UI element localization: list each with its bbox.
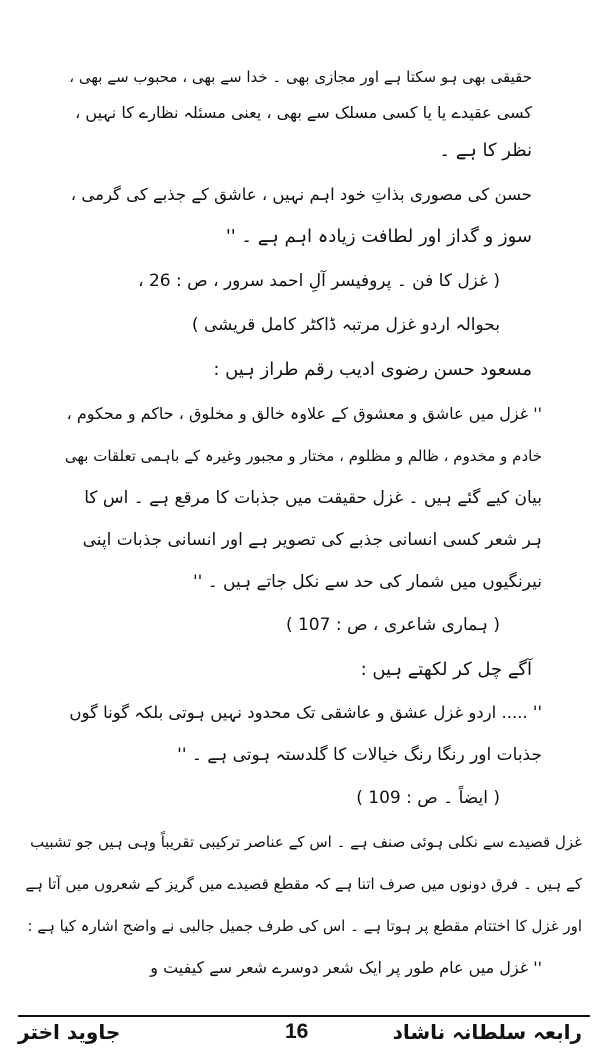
citation-line: ( غزل کا فن ۔ پروفیسر آلِ احمد سرور ، ص : 26 ، [138, 271, 500, 291]
text-line: ہر شعر کسی انسانی جذبے کی تصویر ہے اور انسانی جذبات اپنی [82, 530, 542, 550]
text-line: '' ..... اردو غزل عشق و عاشقی تک محدود نہیں ہوتی بلکہ گونا گوں [69, 703, 542, 722]
text-line: مسعود حسن رضوی ادیب رقم طراز ہیں : [213, 359, 532, 380]
text-line: '' غزل میں عاشق و معشوق کے علاوہ خالق و مخلوق ، حاکم و محکوم ، [66, 404, 542, 423]
footer-author-left: جاوید اختر [18, 1020, 121, 1044]
text-line: حسن کی مصوری بذاتِ خود اہم نہیں ، عاشق کے جذبے کی گرمی ، [70, 185, 532, 204]
text-line: نظر کا ہے ۔ [439, 140, 532, 161]
page-number: 16 [285, 1020, 309, 1043]
citation-line: ( ایضاً ۔ ص : 109 ) [356, 788, 500, 808]
citation-line: بحوالہ اردو غزل مرتبہ ڈاکٹر کامل قریشی ) [191, 315, 500, 335]
text-line: بیان کیے گئے ہیں ۔ غزل حقیقت میں جذبات کا مرقع ہے ۔ اس کا [84, 488, 542, 508]
footer-author-right: رابعہ سلطانہ ناشاد [392, 1020, 582, 1044]
text-line: کسی عقیدے یا یا کسی مسلک سے بھی ، یعنی مسئلہ نظارے کا نہیں ، [75, 103, 532, 122]
text-line: نیرنگیوں میں شمار کی حد سے نکل جاتے ہیں ۔ '' [192, 572, 542, 592]
text-line: حقیقی بھی ہو سکتا ہے اور مجازی بھی ۔ خدا سے بھی ، محبوب سے بھی ، [69, 68, 532, 86]
text-line: '' غزل میں عام طور پر ایک شعر دوسرے شعر سے کیفیت و [150, 958, 542, 977]
citation-line: ( ہماری شاعری ، ص : 107 ) [285, 615, 500, 635]
footer-divider [18, 1015, 590, 1017]
text-line: اور غزل کا اختتام مقطع پر ہوتا ہے ۔ اس کی طرف جمیل جالبی نے واضح اشارہ کیا ہے : [27, 917, 582, 935]
text-line: کے ہیں ۔ فرق دونوں میں صرف اتنا ہے کہ مقطع قصیدے میں گریز کے شعروں میں آتا ہے [25, 875, 582, 893]
text-line: جذبات اور رنگا رنگ خیالات کا گلدستہ ہوتی ہے ۔ '' [177, 745, 542, 765]
text-line: خادم و مخدوم ، ظالم و مظلوم ، مختار و مجبور وغیرہ کے باہمی تعلقات بھی [64, 447, 542, 465]
text-line: آگے چل کر لکھتے ہیں : [360, 659, 532, 680]
text-line: سوز و گداز اور لطافت زیادہ اہم ہے ۔ '' [225, 226, 532, 247]
text-line: غزل قصیدے سے نکلی ہوئی صنف ہے ۔ اس کے عناصر ترکیبی تقریباً وہی ہیں جو تشبیب [30, 833, 582, 851]
